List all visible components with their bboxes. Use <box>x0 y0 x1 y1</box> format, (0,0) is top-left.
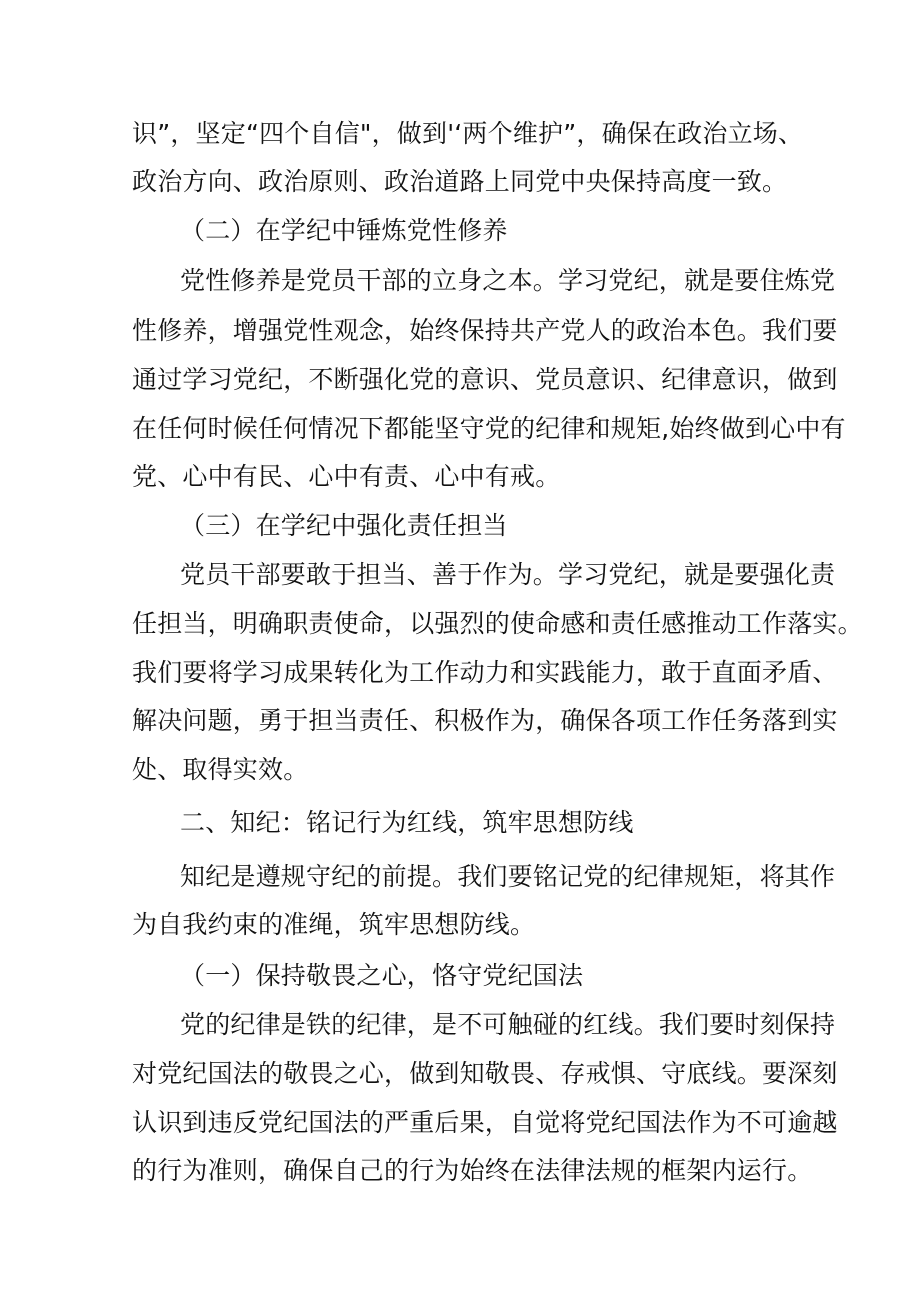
paragraph-line-13: 知纪是遵规守纪的前提。我们要铭记党的纪律规矩，将其作 <box>180 862 836 891</box>
section-heading-1: （一）保持敬畏之心，恪守党纪国法 <box>180 961 584 990</box>
paragraph-line-11: 解决问题，勇于担当责任、积极作为，确保各项工作任务落到实 <box>132 706 838 735</box>
paragraph-line-16: 对党纪国法的敬畏之心，做到知敬畏、存戒惧、守底线。要深刻 <box>132 1059 838 1088</box>
paragraph-line-17: 认识到违反党纪国法的严重后果，自觉将党纪国法作为不可逾越 <box>132 1108 838 1137</box>
chapter-heading-2: 二、知纪：铭记行为红线，筑牢思想防线 <box>180 808 634 837</box>
paragraph-line-14: 为自我约束的准绳，筑牢思想防线。 <box>132 910 536 939</box>
paragraph-line-9: 任担当，明确职责使命，以强烈的使命感和责任感推动工作落实。 <box>132 609 863 638</box>
paragraph-line-15: 党的纪律是铁的纪律，是不可触碰的红线。我们要时刻保持 <box>180 1010 836 1039</box>
paragraph-line-7: 党、心中有民、心中有责、心中有戒。 <box>132 462 561 491</box>
paragraph-line-8: 党员干部要敢于担当、善于作为。学习党纪，就是要强化责 <box>180 560 836 589</box>
paragraph-line-12: 处、取得实效。 <box>132 755 309 784</box>
paragraph-line-18: 的行为准则，确保自己的行为始终在法律法规的框架内运行。 <box>132 1156 813 1185</box>
paragraph-line-10: 我们要将学习成果转化为工作动力和实践能力，敢于直面矛盾、 <box>132 658 838 687</box>
section-heading-2: （二）在学纪中锤炼党性修养 <box>180 216 508 245</box>
paragraph-line-3: 党性修养是党员干部的立身之本。学习党纪，就是要住炼党 <box>180 266 836 295</box>
paragraph-line-4: 性修养，增强党性观念，始终保持共产党人的政治本色。我们要 <box>132 316 838 345</box>
paragraph-line-2: 政治方向、政治原则、政治道路上同党中央保持高度一致。 <box>132 167 788 196</box>
paragraph-line-1: 识”，坚定“四个自信"，做到'‘两个维护”，确保在政治立场、 <box>132 119 804 148</box>
section-heading-3: （三）在学纪中强化责任担当 <box>180 511 508 540</box>
paragraph-line-5: 通过学习党纪，不断强化党的意识、党员意识、纪律意识，做到 <box>132 365 838 394</box>
paragraph-line-6: 在任何时候任何情况下都能坚守党的纪律和规矩,始终做到心中有 <box>132 414 846 443</box>
